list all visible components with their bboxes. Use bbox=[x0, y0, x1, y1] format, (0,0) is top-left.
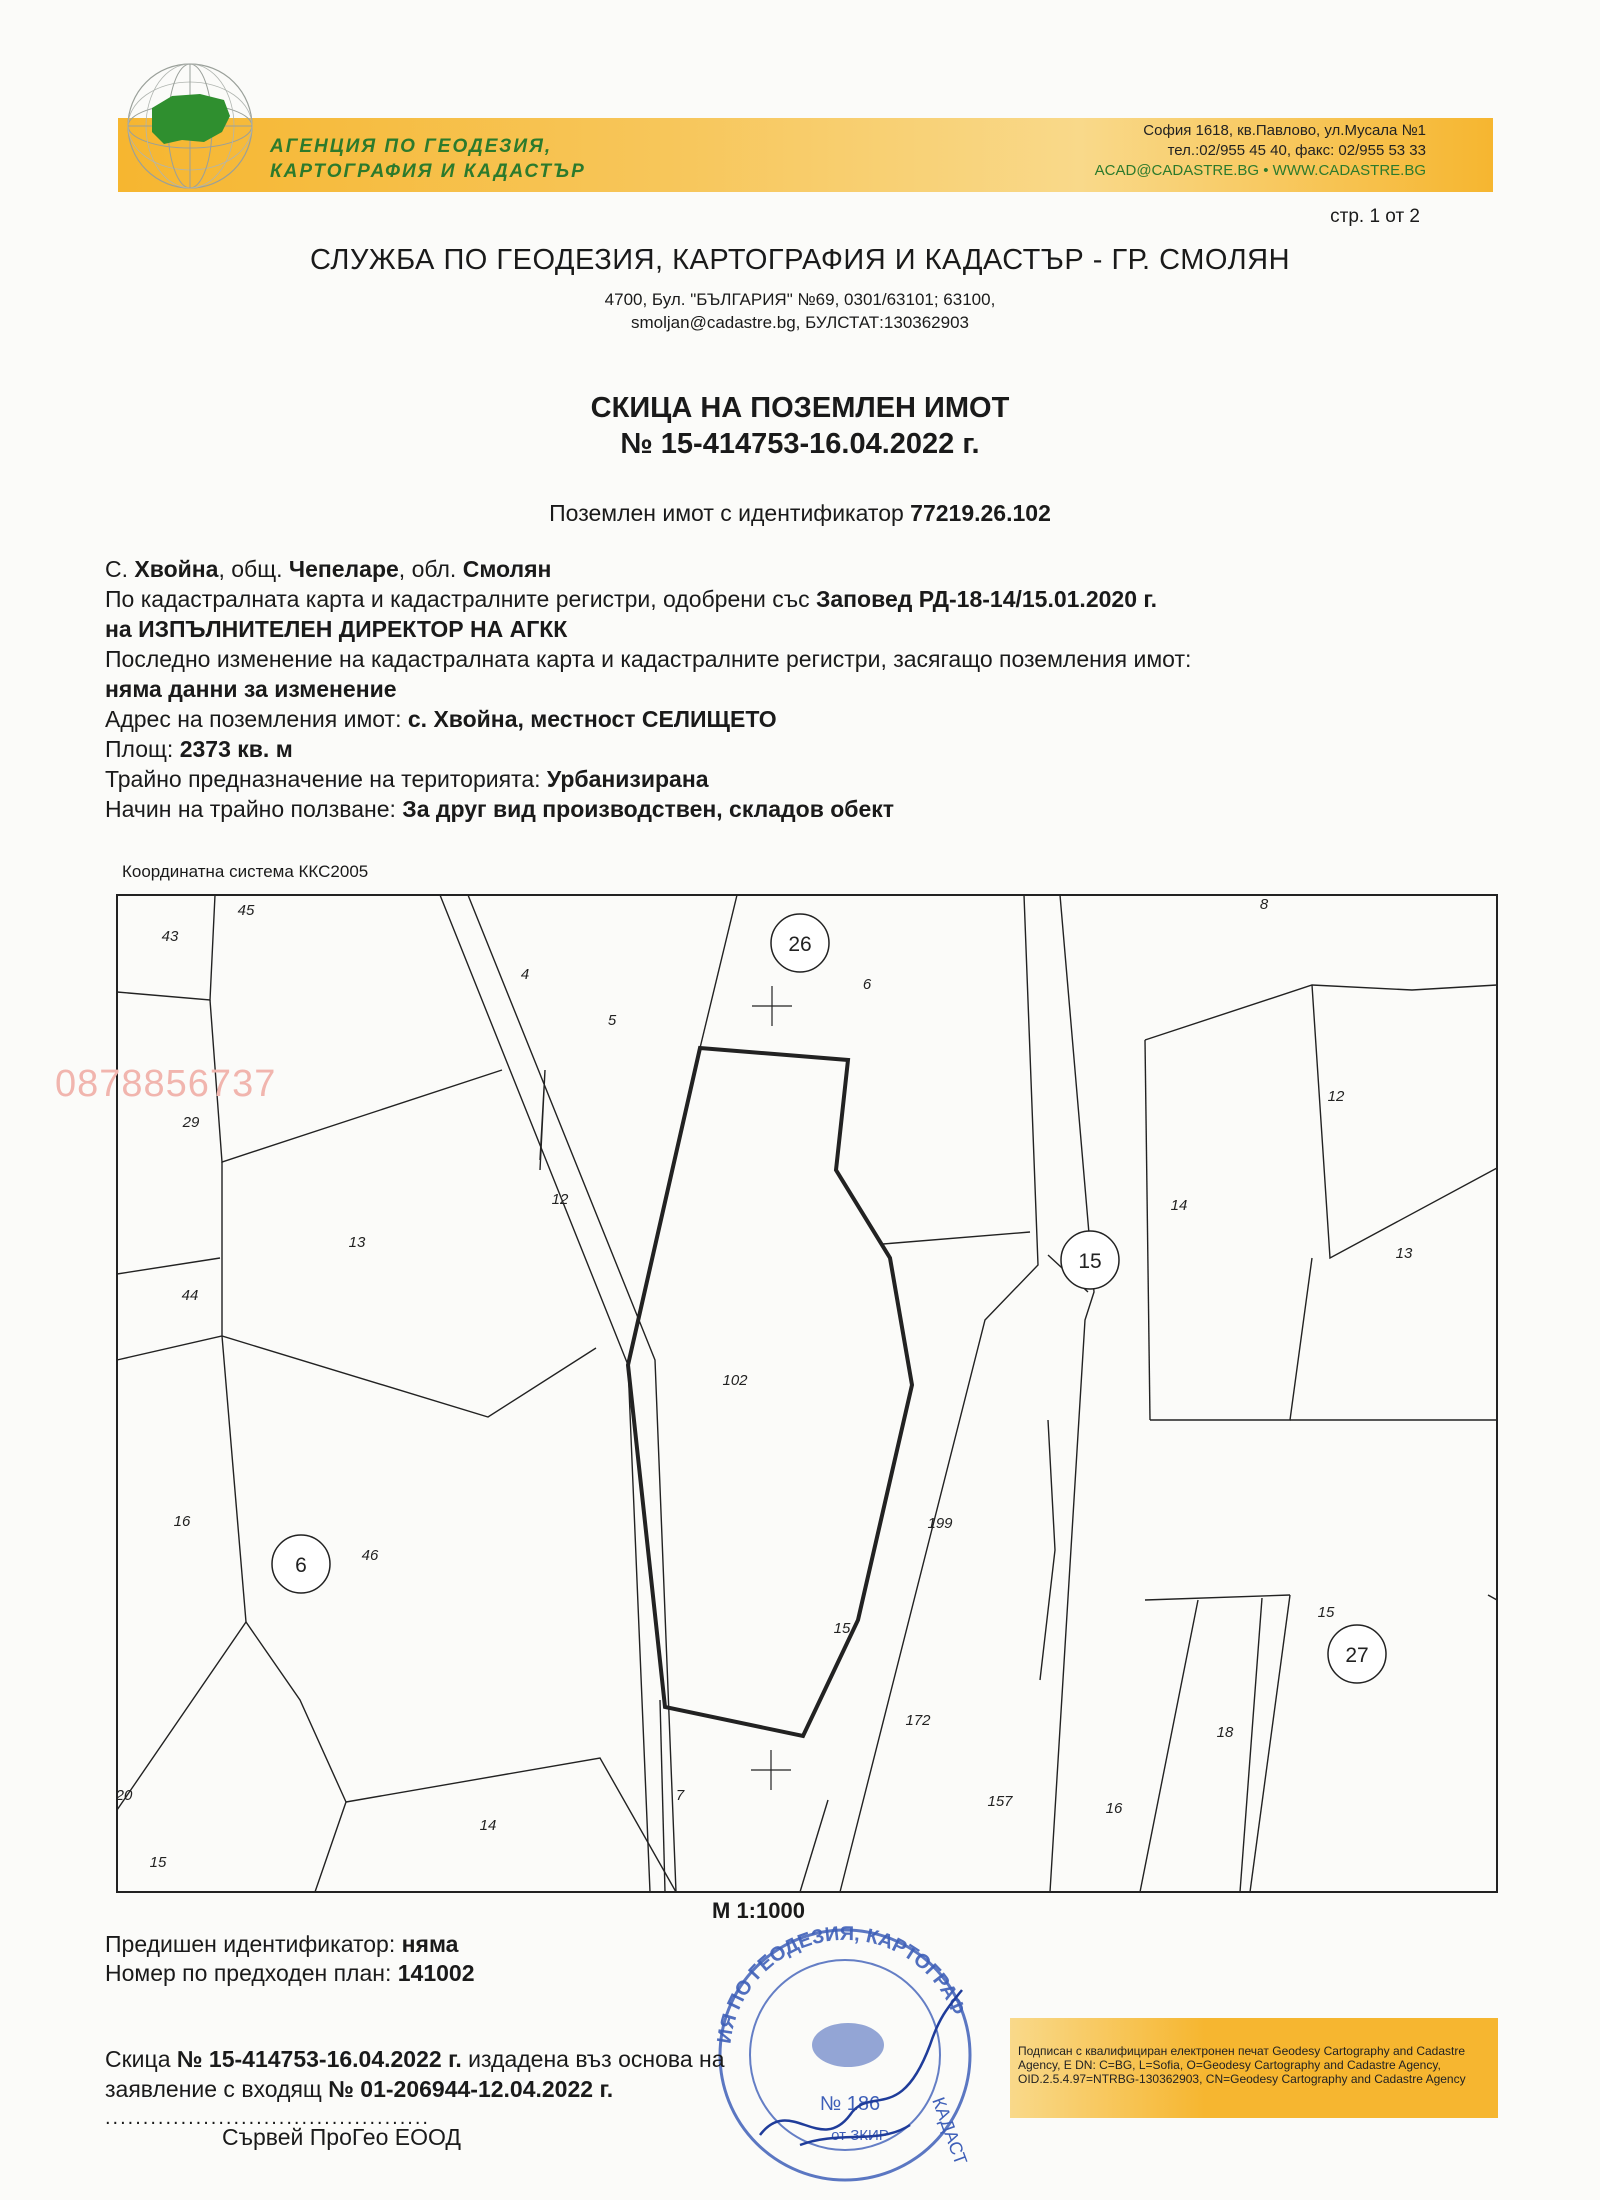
parcel-label: 16 bbox=[173, 1513, 191, 1530]
request-line: заявление с входящ № 01-206944-12.04.2022 г. bbox=[105, 2076, 614, 2102]
service-title: СЛУЖБА ПО ГЕОДЕЗИЯ, КАРТОГРАФИЯ И КАДАСТЪР - ГР. СМОЛЯН bbox=[309, 244, 1291, 276]
parcel-102-boundary bbox=[628, 1048, 912, 1736]
survey-cross-bottom bbox=[751, 1750, 791, 1790]
parcel-label: 15 bbox=[1317, 1604, 1335, 1621]
section-circle-15: 15 bbox=[1078, 1250, 1102, 1273]
parcel-label: 13 bbox=[1395, 1245, 1413, 1262]
cadastral-map bbox=[116, 893, 1498, 1893]
parcel-label: 8 bbox=[1259, 896, 1269, 913]
signature-dots: ........................................... bbox=[105, 2107, 430, 2129]
purpose-line: Трайно предназначение на територията: Урбанизирана bbox=[105, 766, 709, 792]
area-line: Площ: 2373 кв. м bbox=[105, 736, 293, 762]
stamp-number: № 186 bbox=[819, 2093, 881, 2115]
parcel-label: 157 bbox=[987, 1793, 1013, 1810]
parcel-label: 14 bbox=[479, 1817, 497, 1834]
location-line: С. Хвойна, общ. Чепеларе, обл. Смолян bbox=[105, 556, 552, 582]
document-title: СКИЦА НА ПОЗЕМЛЕН ИМОТ bbox=[590, 392, 1010, 424]
agency-name bbox=[270, 134, 586, 184]
parcel-label: 12 bbox=[1327, 1088, 1345, 1105]
previous-identifier-line: Предишен идентификатор: няма bbox=[105, 1931, 459, 1957]
stamp-right-text: КАДАСТ bbox=[928, 2094, 972, 2168]
parcel-label: 14 bbox=[1170, 1197, 1188, 1214]
agency-name-line1: АГЕНЦИЯ ПО ГЕОДЕЗИЯ, bbox=[270, 136, 553, 157]
parcel-label: 102 bbox=[722, 1372, 748, 1389]
service-address bbox=[0, 288, 1600, 334]
watermark-phone: 0878856737 bbox=[55, 1063, 277, 1105]
service-address-line2: smoljan@cadastre.bg, БУЛСТАТ:130362903 bbox=[630, 313, 970, 332]
previous-ids bbox=[105, 1930, 475, 1988]
identifier-label: Поземлен имот с идентификатор bbox=[549, 500, 904, 526]
usage-line: Начин на трайно ползване: За друг вид производствен, складов обект bbox=[105, 796, 895, 822]
previous-plan-line: Номер по предходен план: 141002 bbox=[105, 1960, 475, 1986]
globe-bulgaria-icon bbox=[112, 56, 272, 206]
agency-phones: тел.:02/955 45 40, факс: 02/955 53 33 bbox=[1167, 142, 1426, 159]
agency-contact bbox=[1095, 121, 1426, 181]
section-circle-27: 27 bbox=[1345, 1644, 1369, 1667]
electronic-seal-text: Подписан с квалифициран електронен печат Geodesy Cartography and Cadastre Agency, E DN: C=BG, L=Sofia, O=Geodesy Cartography and Cadastre Agency, OID.2.5.4.97=NTRBG-130362903, CN=Geodesy Cartography and Cadastre Agency bbox=[1018, 2044, 1466, 2086]
parcel-label: 18 bbox=[1216, 1724, 1234, 1741]
parcel-label: 7 bbox=[675, 1787, 685, 1804]
stamp-arc-text: ИЯ ПО ГЕОДЕЗИЯ, КАРТОГРАФ bbox=[713, 1922, 970, 2045]
parcel-label: 46 bbox=[361, 1547, 379, 1564]
agency-web: ACAD@CADASTRE.BG • WWW.CADASTRE.BG bbox=[1094, 162, 1426, 179]
last-change-value: няма данни за изменение bbox=[105, 676, 397, 702]
identifier-value: 77219.26.102 bbox=[910, 500, 1051, 526]
issued-line: Скица № 15-414753-16.04.2022 г. издадена въз основа на bbox=[105, 2046, 725, 2072]
survey-cross-top bbox=[752, 986, 792, 1026]
document-title-block bbox=[0, 390, 1600, 462]
agency-name-line2: КАРТОГРАФИЯ И КАДАСТЪР bbox=[270, 161, 586, 182]
parcel-label: 4 bbox=[520, 966, 530, 983]
stamp-bottom-text: от ЗКИР bbox=[831, 2127, 889, 2144]
section-circle-6: 6 bbox=[295, 1554, 307, 1577]
road-left bbox=[440, 895, 676, 1892]
parcel-label: 199 bbox=[927, 1515, 953, 1532]
address-line: Адрес на поземления имот: с. Хвойна, местност СЕЛИЩЕТО bbox=[105, 706, 777, 732]
official-stamp bbox=[700, 1895, 990, 2185]
parcel-label: 6 bbox=[862, 976, 872, 993]
agency-address: София 1618, кв.Павлово, ул.Мусала №1 bbox=[1143, 122, 1426, 139]
map-scale: М 1:1000 bbox=[712, 1898, 805, 1923]
parcel-label: 172 bbox=[905, 1712, 931, 1729]
parcel-label: 5 bbox=[607, 1012, 617, 1029]
document-number: № 15-414753-16.04.2022 г. bbox=[620, 428, 980, 460]
issued-statement bbox=[105, 2044, 725, 2104]
parcel-label: 12 bbox=[551, 1191, 569, 1208]
road-right bbox=[840, 895, 1094, 1892]
parcel-identifier bbox=[0, 500, 1600, 527]
parcel-label: 16 bbox=[1105, 1800, 1123, 1817]
parcel-label: 15 bbox=[833, 1620, 851, 1637]
parcel-label: 44 bbox=[181, 1287, 199, 1304]
parcel-label: 13 bbox=[348, 1234, 366, 1251]
parcel-label: 20 bbox=[116, 1787, 133, 1804]
surveyor-name: Сървей ПроГео ЕООД bbox=[222, 2124, 461, 2150]
parcel-label: 43 bbox=[161, 928, 179, 945]
coordinate-system: Координатна система ККС2005 bbox=[122, 862, 369, 881]
parcel-info bbox=[105, 554, 1191, 824]
map-frame bbox=[117, 895, 1497, 1892]
page-number: стр. 1 от 2 bbox=[1330, 206, 1420, 227]
parcel-label: 45 bbox=[237, 902, 255, 919]
parcel-label: 29 bbox=[182, 1114, 200, 1131]
last-change-label: Последно изменение на кадастралната карта и кадастралните регистри, засягащо поземления имот: bbox=[105, 646, 1192, 672]
approval-line: По кадастралната карта и кадастралните регистри, одобрени със Заповед РД-18-14/15.01.2020 г. bbox=[105, 586, 1158, 612]
parcel-label: 15 bbox=[149, 1854, 167, 1871]
service-address-line1: 4700, Бул. "БЪЛГАРИЯ" №69, 0301/63101; 63100, bbox=[604, 290, 996, 309]
section-circle-26: 26 bbox=[788, 933, 812, 956]
director-line: на ИЗПЪЛНИТЕЛЕН ДИРЕКТОР НА АГКК bbox=[105, 616, 568, 642]
handwritten-signature-icon bbox=[760, 1990, 962, 2145]
